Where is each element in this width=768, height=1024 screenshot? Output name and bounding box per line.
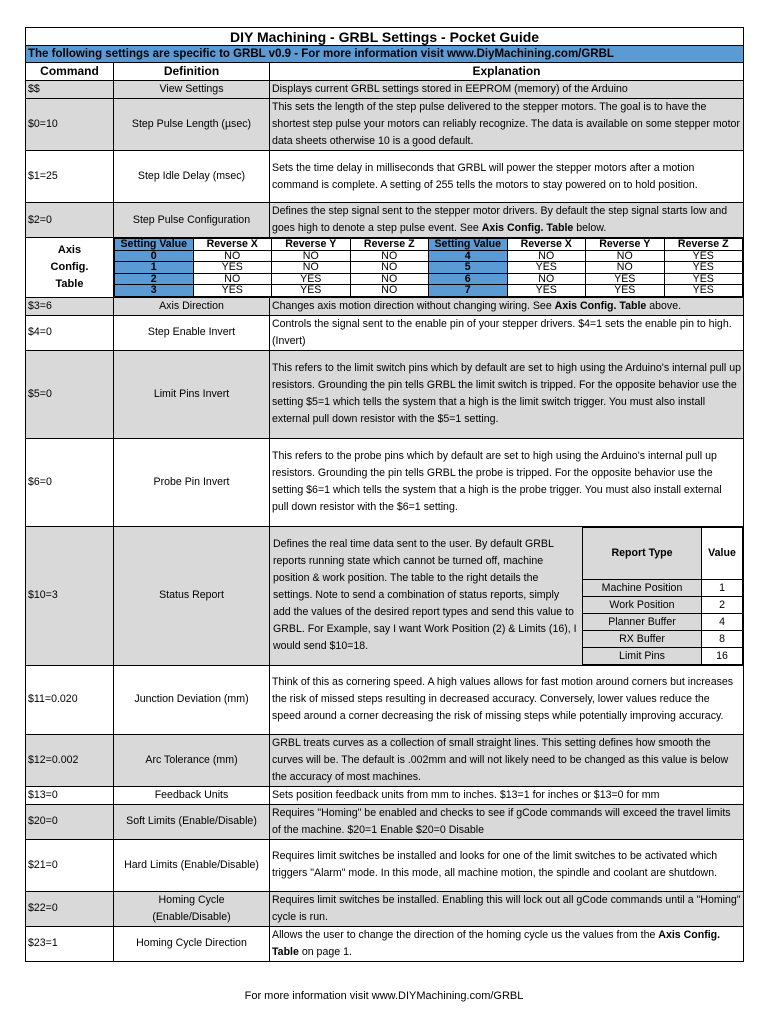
definition-cell: Arc Tolerance (mm) <box>114 734 270 786</box>
axis-cell: 5 <box>429 262 508 274</box>
axis-cell: YES <box>664 262 743 274</box>
table-row <box>26 665 744 734</box>
command-cell: $11=0.020 <box>26 665 114 734</box>
explanation-cell: GRBL treats curves as a collection of small straight lines. This setting defines how smooth the curves will be. The default is .002mm and will not likely need to be changed as this value is below the accuracy of most machines. <box>270 734 744 786</box>
axis-cell: YES <box>664 273 743 285</box>
command-cell: $20=0 <box>26 804 114 839</box>
command-cell: $0=10 <box>26 99 114 151</box>
definition-cell: Hard Limits (Enable/Disable) <box>114 839 270 891</box>
axis-header-cell: Reverse Y <box>272 239 351 251</box>
definition-cell: Homing Cycle Direction <box>114 926 270 961</box>
report-row <box>583 630 743 647</box>
report-row <box>583 647 743 664</box>
command-cell: $23=1 <box>26 926 114 961</box>
table-row <box>26 526 744 665</box>
axis-header-cell: Reverse Z <box>350 239 429 251</box>
axis-config-table-ref: Axis Config. Table <box>272 928 721 958</box>
report-row <box>583 596 743 613</box>
axis-cell: NO <box>350 285 429 297</box>
axis-cell: NO <box>350 273 429 285</box>
axis-cell: YES <box>193 285 272 297</box>
axis-cell: 7 <box>429 285 508 297</box>
command-cell: $6=0 <box>26 438 114 526</box>
explanation-cell: This refers to the probe pins which by default are set to high using the Arduino's internal pull up resistors. Grounding the pin tells GRBL the probe is tripped. For the opposite behavior use the setting $6=1 which tells the system that a high is the probe trigger. You must also install external pull down resistor with the $6=1 setting. <box>270 438 744 526</box>
command-cell: $10=3 <box>26 526 114 665</box>
axis-cell: YES <box>507 285 586 297</box>
definition-cell: Probe Pin Invert <box>114 438 270 526</box>
report-value-header: Value <box>702 527 743 579</box>
axis-cell: 1 <box>115 262 194 274</box>
table-row <box>26 350 744 438</box>
explanation-cell: This refers to the limit switch pins which by default are set to high using the Arduino's internal pull up resistors. Grounding the pin tells GRBL the limit switch is tripped. For the opposite behavior use the setting $5=1 which tells the system that a high is the limit switch trigger. You must also install external pull down resistor with the $5=1 setting. <box>270 350 744 438</box>
report-value-cell: 8 <box>702 630 743 647</box>
axis-config-row <box>26 238 744 298</box>
table-row <box>26 297 744 315</box>
command-cell: $$ <box>26 81 114 99</box>
report-type-cell: RX Buffer <box>583 630 702 647</box>
axis-row <box>115 285 743 297</box>
axis-cell: YES <box>664 250 743 262</box>
explanation-cell: Requires limit switches be installed and looks for one of the limit switches to be activated which triggers "Alarm" mode. In this mode, all machine motion, the spindle and coolant are shutdown. <box>270 839 744 891</box>
report-type-table <box>582 527 743 665</box>
explanation-cell: Requires "Homing" be enabled and checks to see if gCode commands will exceed the travel limits of the machine. $20=1 Enable $20=0 Disable <box>270 804 744 839</box>
definition-cell: Step Pulse Configuration <box>114 203 270 238</box>
definition-cell: Step Pulse Length (µsec) <box>114 99 270 151</box>
axis-cell: NO <box>350 250 429 262</box>
explanation-cell: Displays current GRBL settings stored in EEPROM (memory) of the Arduino <box>270 81 744 99</box>
status-report-text: Defines the real time data sent to the user. By default GRBL reports running state which cannot be turned off, machine position & work position. The table to the right details the settings. Note to send a combination of status reports, simply add the values of the desired report types and send this value to GRBL. For Example, say I want Work Position (2) & Limits (16), I would send $10=18. <box>273 538 577 652</box>
command-cell: $2=0 <box>26 203 114 238</box>
report-type-cell: Work Position <box>583 596 702 613</box>
explanation-cell: Sets the time delay in milliseconds that GRBL will power the stepper motors after a motion command is complete. A setting of 255 tells the motors to stay powered on to hold position. <box>270 151 744 203</box>
axis-header-cell: Reverse X <box>507 239 586 251</box>
report-type-cell: Limit Pins <box>583 647 702 664</box>
table-row <box>26 315 744 350</box>
command-cell: $21=0 <box>26 839 114 891</box>
table-row <box>26 99 744 151</box>
definition-cell: Step Idle Delay (msec) <box>114 151 270 203</box>
command-cell: $13=0 <box>26 786 114 804</box>
report-value-cell: 16 <box>702 647 743 664</box>
axis-header-cell: Reverse X <box>193 239 272 251</box>
table-row <box>26 891 744 926</box>
explanation-cell: Controls the signal sent to the enable pin of your stepper drivers. $4=1 sets the enable pin to high. (Invert) <box>270 315 744 350</box>
axis-cell: YES <box>193 262 272 274</box>
definition-cell: View Settings <box>114 81 270 99</box>
axis-header-cell: Setting Value <box>115 239 194 251</box>
definition-cell: Limit Pins Invert <box>114 350 270 438</box>
axis-cell: 2 <box>115 273 194 285</box>
axis-header-cell: Setting Value <box>429 239 508 251</box>
axis-cell: NO <box>586 250 665 262</box>
definition-cell: Status Report <box>114 526 270 665</box>
table-row <box>26 203 744 238</box>
command-cell: $1=25 <box>26 151 114 203</box>
report-value-cell: 4 <box>702 613 743 630</box>
table-row <box>26 734 744 786</box>
explanation-cell: Allows the user to change the direction of the homing cycle us the values from the Axis Config. Table on page 1. <box>270 926 744 961</box>
axis-cell: NO <box>193 273 272 285</box>
definition-cell: Junction Deviation (mm) <box>114 665 270 734</box>
axis-cell: 6 <box>429 273 508 285</box>
table-row <box>26 81 744 99</box>
axis-cell: NO <box>586 262 665 274</box>
axis-cell: YES <box>272 273 351 285</box>
explanation-cell: Defines the step signal sent to the stepper motor drivers. By default the step signal starts low and goes high to denote a step pulse event. See Axis Config. Table below. <box>270 203 744 238</box>
col-explanation-header: Explanation <box>270 63 744 81</box>
explanation-cell: Think of this as cornering speed. A high values allows for fast motion around corners but increases the risk of missed steps resulting in decreased accuracy. Conversely, lower values reduce the speed around a corner decreasing the risk of missing steps while potentially improving accuracy. <box>270 665 744 734</box>
definition-cell: Feedback Units <box>114 786 270 804</box>
axis-cell: YES <box>272 285 351 297</box>
definition-cell: Axis Direction <box>114 297 270 315</box>
axis-cell: YES <box>507 262 586 274</box>
explanation-cell <box>270 526 744 665</box>
axis-cell: 4 <box>429 250 508 262</box>
axis-cell: YES <box>586 285 665 297</box>
axis-cell: YES <box>664 285 743 297</box>
report-type-cell: Machine Position <box>583 579 702 596</box>
axis-config-table-ref: Axis Config. Table <box>481 222 574 234</box>
report-row <box>583 579 743 596</box>
explanation-cell: This sets the length of the step pulse delivered to the stepper motors. The goal is to have the shortest step pulse your motors can reliably recognize. The data is available on some stepper motor data sheets otherwise 10 is a good default. <box>270 99 744 151</box>
table-row <box>26 839 744 891</box>
table-row <box>26 151 744 203</box>
command-cell: $4=0 <box>26 315 114 350</box>
table-row <box>26 804 744 839</box>
axis-header-cell: Reverse Z <box>664 239 743 251</box>
axis-row <box>115 273 743 285</box>
report-value-cell: 1 <box>702 579 743 596</box>
command-cell: $3=6 <box>26 297 114 315</box>
axis-cell: 0 <box>115 250 194 262</box>
axis-cell: NO <box>350 262 429 274</box>
page-title: DIY Machining - GRBL Settings - Pocket Guide <box>26 28 744 46</box>
axis-cell: YES <box>586 273 665 285</box>
axis-cell: NO <box>272 262 351 274</box>
col-command-header: Command <box>26 63 114 81</box>
command-cell: $12=0.002 <box>26 734 114 786</box>
axis-cell: NO <box>193 250 272 262</box>
explanation-cell: Requires limit switches be installed. Enabling this will lock out all gCode commands until a "Homing" cycle is run. <box>270 891 744 926</box>
axis-header-cell: Reverse Y <box>586 239 665 251</box>
grbl-settings-table <box>25 27 744 962</box>
axis-cell: NO <box>272 250 351 262</box>
axis-config-table-ref: Axis Config. Table <box>554 299 647 312</box>
column-header-row <box>26 63 744 81</box>
axis-config-label: Axis Config. Table <box>26 238 114 298</box>
axis-config-table <box>114 238 743 297</box>
table-row <box>26 438 744 526</box>
definition-cell: Soft Limits (Enable/Disable) <box>114 804 270 839</box>
axis-row <box>115 250 743 262</box>
explanation-cell: Changes axis motion direction without changing wiring. See Axis Config. Table above. <box>270 297 744 315</box>
axis-cell: NO <box>507 273 586 285</box>
footer-note: For more information visit www.DIYMachining.com/GRBL <box>244 990 524 1002</box>
table-row <box>26 786 744 804</box>
report-type-header: Report Type <box>583 527 702 579</box>
col-definition-header: Definition <box>114 63 270 81</box>
definition-cell: Homing Cycle (Enable/Disable) <box>114 891 270 926</box>
report-row <box>583 613 743 630</box>
table-row <box>26 926 744 961</box>
version-banner: The following settings are specific to GRBL v0.9 - For more information visit www.DiyMachining.com/GRBL <box>26 46 744 63</box>
axis-cell: 3 <box>115 285 194 297</box>
definition-cell: Step Enable Invert <box>114 315 270 350</box>
axis-row <box>115 262 743 274</box>
report-value-cell: 2 <box>702 596 743 613</box>
axis-cell: NO <box>507 250 586 262</box>
report-type-cell: Planner Buffer <box>583 613 702 630</box>
command-cell: $22=0 <box>26 891 114 926</box>
settings-sheet <box>25 27 743 962</box>
explanation-cell: Sets position feedback units from mm to inches. $13=1 for inches or $13=0 for mm <box>270 786 744 804</box>
command-cell: $5=0 <box>26 350 114 438</box>
